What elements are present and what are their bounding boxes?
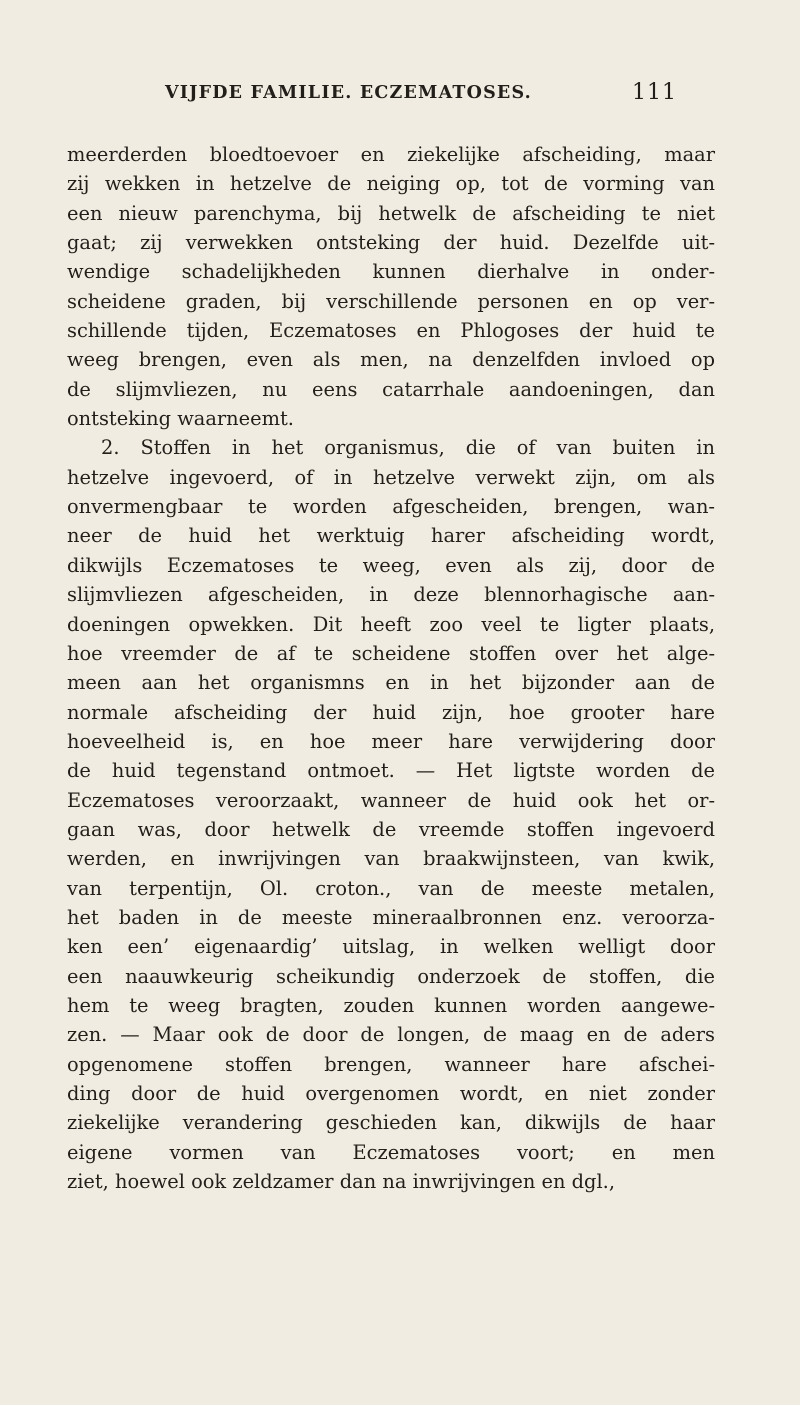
text-line: van terpentijn, Ol. croton., van de meeste metalen,: [67, 876, 715, 900]
text-line: slijmvliezen afgescheiden, in deze blennorhagische aan-: [67, 583, 715, 607]
text-line: hoe vreemder de af te scheidene stoffen over het alge-: [67, 641, 715, 665]
text-line: scheidene graden, bij verschillende personen en op ver-: [67, 289, 715, 313]
text-line: een nieuw parenchyma, bij hetwelk de afscheiding te niet: [67, 201, 715, 225]
text-line: de slijmvliezen, nu eens catarrhale aandoeningen, dan: [67, 377, 715, 401]
text-line: de huid tegenstand ontmoet. — Het ligtste worden de: [67, 759, 715, 783]
text-line: meerderden bloedtoevoer en ziekelijke afscheiding, maar: [67, 143, 715, 166]
text-line: gaat; zij verwekken ontsteking der huid. Dezelfde uit-: [67, 231, 715, 255]
text-line: wendige schadelijkheden kunnen dierhalve in onder-: [67, 260, 715, 284]
running-head-title: VIJFDE FAMILIE. ECZEMATOSES.: [165, 83, 532, 103]
text-line: zen. — Maar ook de door de longen, de maag en de aders: [67, 1023, 715, 1047]
text-line: hoeveelheid is, en hoe meer hare verwijdering door: [67, 729, 715, 753]
text-line: dikwijls Eczematoses te weeg, even als zij, door de: [67, 553, 715, 577]
text-line: 2. Stoffen in het organismus, die of van buiten in: [101, 436, 715, 460]
text-line: meen aan het organismns en in het bijzonder aan de: [67, 671, 715, 695]
text-line: ziet, hoewel ook zeldzamer dan na inwrijvingen en dgl.,: [67, 1170, 616, 1194]
text-line: neer de huid het werktuig harer afscheiding wordt,: [67, 524, 715, 548]
text-line: onvermengbaar te worden afgescheiden, brengen, wan-: [67, 495, 715, 519]
text-line: hem te weeg bragten, zouden kunnen worden aangewe-: [67, 993, 715, 1017]
text-line: ontsteking waarneemt.: [67, 407, 294, 431]
body-text: [67, 140, 715, 1196]
text-line: het baden in de meeste mineraalbronnen enz. veroorza-: [67, 905, 715, 929]
text-line: een naauwkeurig scheikundig onderzoek de stoffen, die: [67, 964, 715, 988]
text-line: normale afscheiding der huid zijn, hoe grooter hare: [67, 700, 715, 724]
text-line: schillende tijden, Eczematoses en Phlogoses der huid te: [67, 319, 715, 343]
text-line: ziekelijke verandering geschieden kan, dikwijls de haar: [67, 1111, 715, 1135]
text-line: gaan was, door hetwelk de vreemde stoffen ingevoerd: [67, 817, 715, 841]
text-line: opgenomene stoffen brengen, wanneer hare afschei-: [67, 1052, 715, 1076]
text-line: ken een’ eigenaardig’ uitslag, in welken welligt door: [67, 935, 715, 959]
text-line: eigene vormen van Eczematoses voort; en men: [67, 1140, 715, 1164]
page-number: 111: [632, 80, 677, 105]
text-line: doeningen opwekken. Dit heeft zoo veel te ligter plaats,: [67, 612, 715, 636]
text-line: hetzelve ingevoerd, of in hetzelve verwekt zijn, om als: [67, 465, 715, 489]
text-line: ding door de huid overgenomen wordt, en niet zonder: [67, 1082, 715, 1105]
text-line: weeg brengen, even als men, na denzelfden invloed op: [67, 348, 715, 372]
running-head: [165, 80, 677, 113]
text-line: werden, en inwrijvingen van braakwijnsteen, van kwik,: [67, 847, 715, 871]
text-line: Eczematoses veroorzaakt, wanneer de huid ook het or-: [67, 788, 715, 812]
text-line: zij wekken in hetzelve de neiging op, tot de vorming van: [67, 172, 715, 196]
